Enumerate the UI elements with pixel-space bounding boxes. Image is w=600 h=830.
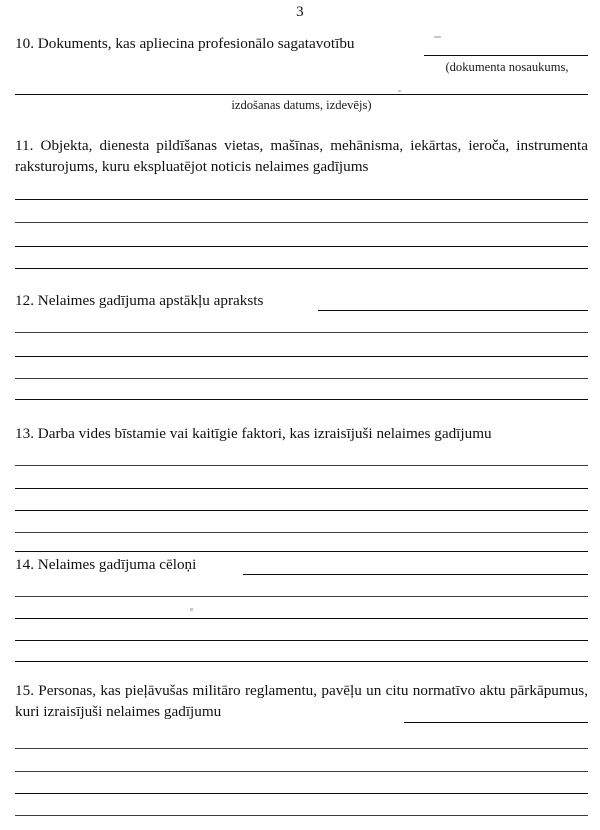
scan-artifact — [434, 36, 441, 38]
section-11-answer-rule-1[interactable] — [15, 199, 588, 200]
section-14-answer-rule-3[interactable] — [15, 618, 588, 619]
section-12-answer-rule-4[interactable] — [15, 378, 588, 379]
section-14-heading: 14. Nelaimes gadījuma cēloņi — [15, 556, 197, 573]
page-number: 3 — [296, 4, 304, 20]
section-14-answer-rule-2[interactable] — [15, 596, 588, 597]
section-10-caption-1: (dokumenta nosaukums, — [445, 60, 569, 74]
scan-artifact — [190, 608, 193, 611]
section-10-heading: 10. Dokuments, kas apliecina profesionālo sagatavotību — [15, 35, 355, 52]
section-12-answer-rule-3[interactable] — [15, 356, 588, 357]
section-12-heading: 12. Nelaimes gadījuma apstākļu apraksts — [15, 292, 264, 309]
section-15-answer-rule-3[interactable] — [15, 771, 588, 772]
section-15-heading: 15. Personas, kas pieļāvušas militāro reglamentu, pavēļu un citu normatīvo aktu pārkāpumus, kuri izraisījuši nelaimes gadījumu — [15, 682, 588, 720]
section-10-answer-rule-2[interactable] — [15, 94, 588, 95]
section-11-answer-rule-4[interactable] — [15, 268, 588, 269]
section-15-answer-rule-1[interactable] — [404, 722, 588, 723]
section-11-answer-rule-2[interactable] — [15, 222, 588, 223]
section-10-caption-2: izdošanas datums, izdevējs) — [231, 98, 372, 112]
section-12-answer-rule-5[interactable] — [15, 399, 588, 400]
section-14-answer-rule-4[interactable] — [15, 640, 588, 641]
section-12-answer-rule-1[interactable] — [318, 310, 588, 311]
section-13-answer-rule-1[interactable] — [15, 465, 588, 466]
section-15-answer-rule-2[interactable] — [15, 748, 588, 749]
section-13-heading: 13. Darba vides bīstamie vai kaitīgie faktori, kas izraisījuši nelaimes gadījumu — [15, 425, 492, 442]
section-14-answer-rule-5[interactable] — [15, 661, 588, 662]
section-13-answer-rule-2[interactable] — [15, 488, 588, 489]
section-11-heading: 11. Objekta, dienesta pildīšanas vietas, mašīnas, mehānisma, iekārtas, ieroča, instrumenta raksturojums, kuru ekspluatējot noticis nelaimes gadījums — [15, 137, 588, 175]
section-15-answer-rule-4[interactable] — [15, 793, 588, 794]
section-12-answer-rule-2[interactable] — [15, 332, 588, 333]
section-14-answer-rule-1[interactable] — [243, 574, 588, 575]
section-11-answer-rule-3[interactable] — [15, 246, 588, 247]
section-15-answer-rule-5[interactable] — [15, 815, 588, 816]
section-13-answer-rule-4[interactable] — [15, 532, 588, 533]
scan-artifact — [398, 90, 401, 92]
section-10-answer-rule-1[interactable] — [424, 55, 588, 56]
section-14-divider-rule[interactable] — [15, 551, 588, 552]
section-13-answer-rule-3[interactable] — [15, 510, 588, 511]
